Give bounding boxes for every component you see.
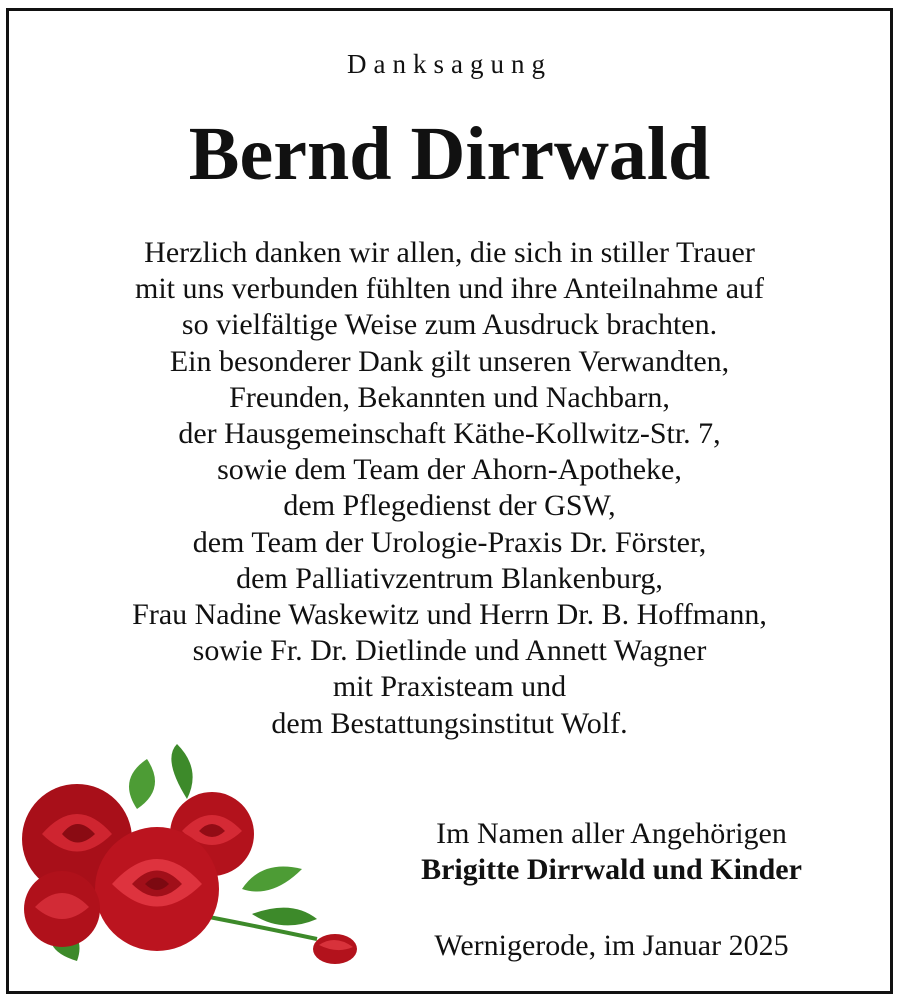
red-roses-icon <box>17 739 367 969</box>
message-line: mit uns verbunden fühlten und ihre Anteilnahme auf <box>134 272 765 306</box>
message-line: Frau Nadine Waskewitz und Herrn Dr. B. Hoffmann, <box>132 598 767 632</box>
message-line: so vielfältige Weise zum Ausdruck brachten. <box>181 308 718 342</box>
closing-block <box>359 816 864 888</box>
message-line: sowie Fr. Dr. Dietlinde und Annett Wagner <box>192 634 707 668</box>
message-line: dem Palliativzentrum Blankenburg, <box>236 561 663 595</box>
closing-line: Im Namen aller Angehörigen <box>436 817 787 850</box>
signature: Brigitte Dirrwald und Kinder <box>421 853 802 886</box>
message-line: mit Praxisteam und <box>332 670 567 704</box>
notice-frame <box>6 8 893 994</box>
deceased-name: Bernd Dirrwald <box>188 112 711 196</box>
message-line: dem Team der Urologie-Praxis Dr. Förster, <box>192 525 707 559</box>
notice-kicker: Danksagung <box>347 49 552 79</box>
message-line: Herzlich danken wir allen, die sich in stiller Trauer <box>144 236 755 269</box>
thank-you-message <box>9 235 890 742</box>
place-date: Wernigerode, im Januar 2025 <box>434 929 789 962</box>
message-line: Ein besonderer Dank gilt unseren Verwandten, <box>169 344 730 378</box>
message-line: dem Pflegedienst der GSW, <box>283 489 616 523</box>
message-line: dem Bestattungsinstitut Wolf. <box>271 706 628 740</box>
message-line: Freunden, Bekannten und Nachbarn, <box>229 380 670 414</box>
message-line: der Hausgemeinschaft Käthe-Kollwitz-Str. 7, <box>178 417 721 451</box>
message-line: sowie dem Team der Ahorn-Apotheke, <box>217 453 682 487</box>
